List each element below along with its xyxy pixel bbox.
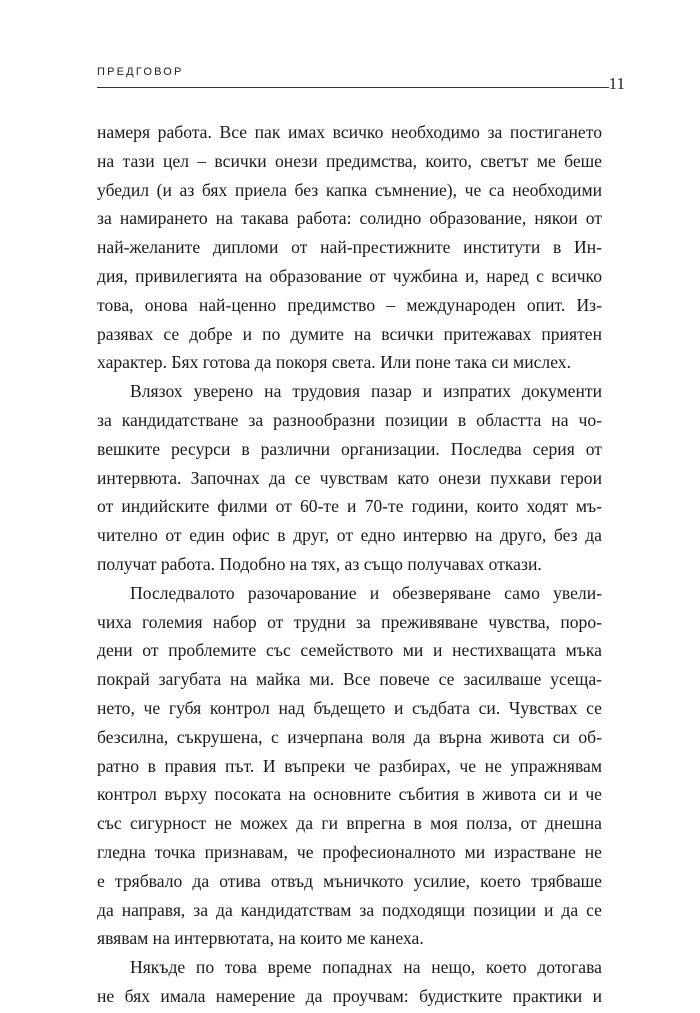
text-line: контрол върху посоката на основните събития в живота си и че	[97, 784, 602, 805]
text-line: Някъде по това време попаднах на нещо, което дотогава	[130, 957, 602, 978]
text-line: е трябвало да отива отвъд мъничкото усилие, което трябваше	[97, 870, 602, 891]
text-line: със сигурност не можех да ги впрегна в моя полза, от днешна	[97, 813, 602, 834]
text-line: явявам на интервютата, на които ме канеха.	[97, 928, 424, 949]
page-header	[97, 62, 627, 96]
text-line: интервюта. Започнах да се чувствам като онези пухкави герои	[97, 467, 602, 488]
text-line: ратно в правия път. И въпреки че разбирах, че не упражнявам	[97, 755, 602, 776]
body-text	[97, 118, 602, 1011]
text-line: това, онова най-ценно предимство – международен опит. Из-	[97, 294, 602, 315]
text-line: за кандидатстване за разнообразни позиции в областта на чо-	[97, 409, 602, 430]
text-line: не бях имала намерение да проучвам: будистките практики и	[97, 985, 602, 1006]
paragraph-4	[97, 953, 602, 1011]
text-line: получат работа. Подобно на тях, аз също получавах откази.	[97, 553, 542, 574]
text-line: чиха големия набор от трудни за преживяване чувства, поро-	[97, 611, 602, 632]
text-line: на тази цел – всички онези предимства, които, светът ме беше	[97, 150, 602, 171]
text-line: най-желаните дипломи от най-престижните институти в Ин-	[97, 237, 602, 258]
header-rule	[97, 87, 609, 88]
text-line: разявах се добре и по думите на всички притежавах приятен	[97, 323, 602, 344]
text-line: убедил (и аз бях приела без капка съмнение), че са необходими	[97, 179, 602, 200]
running-head: ПРЕДГОВОР	[97, 66, 184, 78]
paragraph-1	[97, 118, 602, 377]
text-line: покрай загубата на майка ми. Все повече се засилваше усеща-	[97, 669, 602, 690]
text-line: гледна точка признавам, че професионалното ми израстване не	[97, 841, 602, 862]
text-line: дия, привилегията на образование от чужбина и, наред с всичко	[97, 265, 602, 286]
text-line: намеря работа. Все пак имах всичко необходимо за постигането	[97, 122, 602, 142]
text-line: да направя, за да кандидатствам за подходящи позиции и да се	[97, 899, 602, 920]
text-line: дени от проблемите със семейството ми и нестихващата мъка	[97, 640, 602, 661]
text-line: от индийските филми от 60-те и 70-те години, които ходят мъ-	[97, 496, 602, 517]
paragraph-2	[97, 377, 602, 579]
text-line: за намирането на такава работа: солидно образование, някои от	[97, 208, 602, 229]
paragraph-3	[97, 579, 602, 953]
text-line: нето, че губя контрол над бъдещето и съдбата си. Чувствах се	[97, 697, 602, 718]
text-line: характер. Бях готова да покоря света. Или поне така си мислех.	[97, 352, 571, 373]
text-line: Последвалото разочарование и обезверяване само увели-	[130, 582, 602, 603]
page-number: 11	[608, 74, 625, 93]
text-line: безсилна, съкрушена, с изчерпана воля да върна живота си об-	[97, 726, 602, 747]
text-line: Влязох уверено на трудовия пазар и изпратих документи	[130, 381, 602, 402]
text-line: вешките ресурси в различни организации. Последва серия от	[97, 438, 602, 459]
text-line: чително от един офис в друг, от едно интервю на друго, без да	[97, 525, 602, 546]
